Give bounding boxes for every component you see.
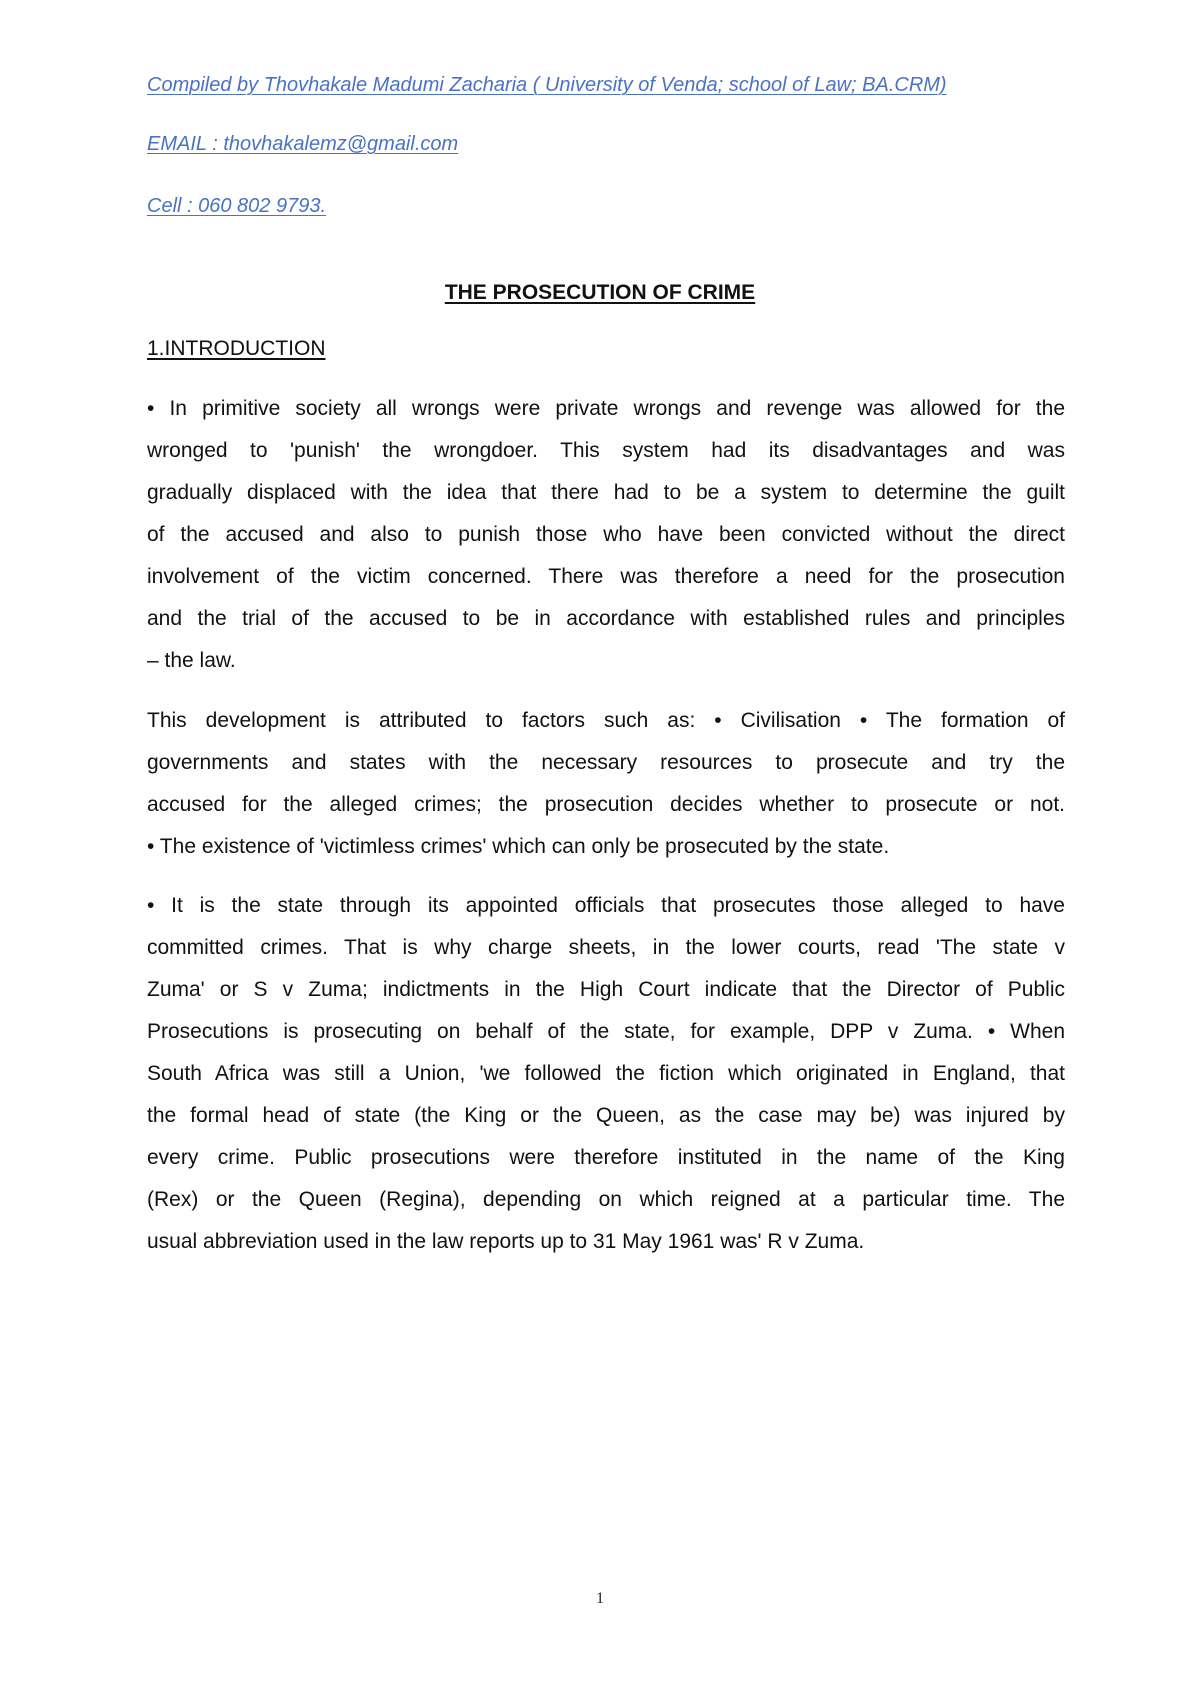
compiled-by-line: Compiled by Thovhakale Madumi Zacharia ( University of Venda; school of Law; BA.CRM): [147, 74, 947, 96]
paragraph-line: involvement of the victim concerned. There was therefore a need for the prosecution: [147, 565, 1065, 588]
paragraph-line: • It is the state through its appointed officials that prosecutes those alleged to have: [147, 894, 1065, 917]
paragraph-line: the formal head of state (the King or the Queen, as the case may be) was injured by: [147, 1104, 1065, 1127]
email-line[interactable]: EMAIL : thovhakalemz@gmail.com: [147, 133, 459, 155]
paragraph-3: [147, 885, 1065, 1263]
paragraph-line: wronged to 'punish' the wrongdoer. This system had its disadvantages and was: [147, 439, 1065, 462]
paragraph-line: accused for the alleged crimes; the prosecution decides whether to prosecute or not.: [147, 793, 1065, 816]
page-number: 1: [596, 1590, 604, 1607]
paragraph-line: This development is attributed to factors such as: • Civilisation • The formation of: [147, 709, 1065, 732]
paragraph-line: of the accused and also to punish those who have been convicted without the direct: [147, 523, 1065, 546]
paragraph-line: • The existence of 'victimless crimes' which can only be prosecuted by the state.: [147, 835, 890, 858]
paragraph-2: [147, 700, 1065, 868]
paragraph-line: committed crimes. That is why charge sheets, in the lower courts, read 'The state v: [147, 936, 1065, 959]
section-heading-introduction: 1.INTRODUCTION: [147, 337, 326, 360]
paragraph-line: every crime. Public prosecutions were therefore instituted in the name of the King: [147, 1146, 1065, 1169]
paragraph-line: • In primitive society all wrongs were private wrongs and revenge was allowed for the: [147, 397, 1065, 420]
paragraph-line: Prosecutions is prosecuting on behalf of the state, for example, DPP v Zuma. • When: [147, 1020, 1065, 1043]
cell-line: Cell : 060 802 9793.: [147, 195, 327, 217]
paragraph-line: governments and states with the necessary resources to prosecute and try the: [147, 751, 1065, 774]
paragraph-line: (Rex) or the Queen (Regina), depending on which reigned at a particular time. The: [147, 1188, 1065, 1211]
paragraph-line: gradually displaced with the idea that there had to be a system to determine the guilt: [147, 481, 1065, 504]
paragraph-line: usual abbreviation used in the law reports up to 31 May 1961 was' R v Zuma.: [147, 1230, 865, 1253]
paragraph-line: and the trial of the accused to be in accordance with established rules and principles: [147, 607, 1065, 630]
paragraph-line: – the law.: [147, 649, 236, 672]
paragraph-line: South Africa was still a Union, 'we followed the fiction which originated in England, that: [147, 1062, 1065, 1085]
document-title: THE PROSECUTION OF CRIME: [444, 281, 756, 304]
paragraph-line: Zuma' or S v Zuma; indictments in the High Court indicate that the Director of Public: [147, 978, 1065, 1001]
paragraph-1: [147, 388, 1065, 682]
